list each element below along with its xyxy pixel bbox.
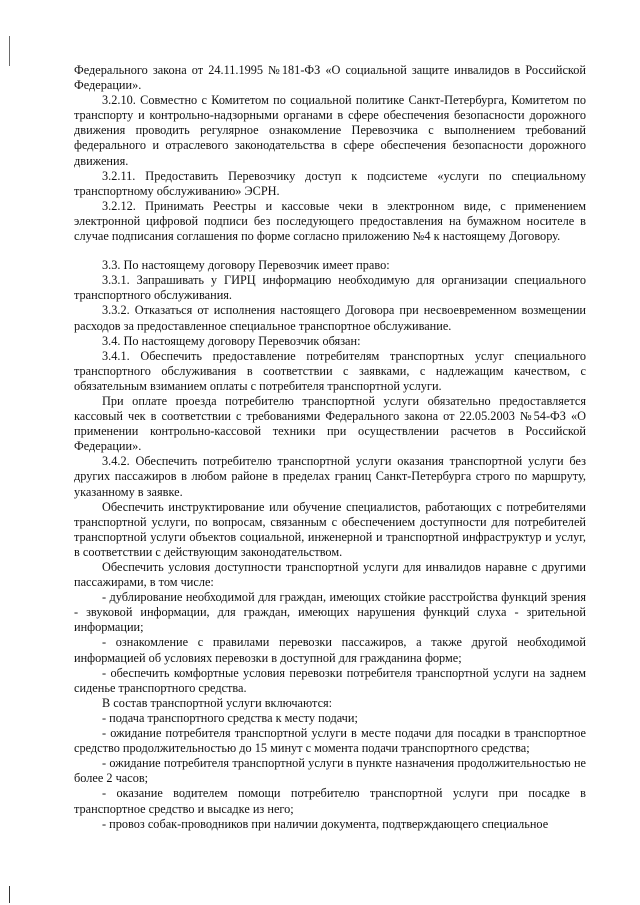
list-item-guide-dogs: - провоз собак-проводников при наличии документа, подтверждающего специальное (102, 816, 549, 831)
paragraph-fz181-ref: Федерального закона от 24.11.1995 №181-ФЗ «О социальной защите инвалидов в Российской Федерации». (74, 63, 586, 93)
list-item-waiting-destination: - ожидание потребителя транспортной услуги в пункте назначения продолжительностью не более 2 часов; (74, 756, 586, 786)
clause-3-3-2: 3.3.2. Отказаться от исполнения настоящего Договора при несвоевременном возмещении расходов за предоставленное специальное транспортное обслуживание. (74, 303, 586, 333)
scan-edge-mark-top (9, 36, 10, 66)
list-item-waiting-pickup: - ожидание потребителя транспортной услуги в месте подачи для посадки в транспортное средство продолжительностью до 15 минут с момента подачи транспортного средства; (74, 726, 586, 756)
paragraph-gap (74, 244, 586, 258)
list-item-driver-assistance: - оказание водителем помощи потребителю транспортной услуги при посадке в транспортное средство и высадке из него; (74, 786, 586, 816)
paragraph-service-composition: В состав транспортной услуги включаются: (102, 695, 333, 710)
clause-3-4: 3.4. По настоящему договору Перевозчик обязан: (102, 333, 361, 348)
paragraph-staff-training: Обеспечить инструктирование или обучение специалистов, работающих с потребителями транспортной услуги, по вопросам, связанным с обеспечением доступности для потребителей транспортной услуги объектов социальной, инженерной и транспортной инфраструктур и услуг, в соответствии с действующим законодательством. (74, 499, 586, 559)
list-item-rear-seat: - обеспечить комфортные условия перевозки потребителя транспортной услуги на заднем сиденье транспортного средства. (74, 665, 586, 695)
clause-3-4-1: 3.4.1. Обеспечить предоставление потребителям транспортных услуг специального транспортного обслуживания в соответствии с заявками, с надлежащим качеством, с обязательным взиманием оплаты с потребителя транспортной услуги. (74, 348, 586, 393)
clause-3-2-12: 3.2.12. Принимать Реестры и кассовые чеки в электронном виде, с применением электронной цифровой подписи без последующего предоставления на бумажном носителе в случае подписания соглашения по форме согласно приложению №4 к настоящему Договору. (74, 198, 586, 244)
scan-edge-mark-bottom (9, 886, 10, 903)
clause-3-2-10: 3.2.10. Совместно с Комитетом по социальной политике Санкт-Петербурга, Комитетом по транспорту и контрольно-надзорными органами в сфере обеспечения безопасности дорожного движения проводить регулярное ознакомление Перевозчика с выполнением требований федерального и отраслевого законодательства в сфере обеспечения безопасности дорожного движения. (74, 93, 586, 168)
list-item-duplication: - дублирование необходимой для граждан, имеющих стойкие расстройства функций зрения - звуковой информации, для граждан, имеющих нарушения функций слуха - зрительной информации; (74, 590, 586, 635)
paragraph-cash-receipt: При оплате проезда потребителю транспортной услуги обязательно предоставляется кассовый чек в соответствии с требованиями Федерального закона от 22.05.2003 №54-ФЗ «О применении контрольно-кассовой техники при осуществлении расчетов в Российской Федерации». (74, 393, 586, 454)
list-item-vehicle-arrival: - подача транспортного средства к месту подачи; (102, 710, 358, 725)
clause-3-2-11: 3.2.11. Предоставить Перевозчику доступ к подсистеме «услуги по специальному транспортному обслуживанию» ЭСРН. (74, 168, 586, 198)
clause-3-3-1: 3.3.1. Запрашивать у ГИРЦ информацию необходимую для организации специального транспортного обслуживания. (74, 273, 586, 303)
list-item-rules-info: - ознакомление с правилами перевозки пассажиров, а также другой необходимой информацией об условиях перевозки в доступной для гражданина форме; (74, 635, 586, 665)
paragraph-accessibility: Обеспечить условия доступности транспортной услуги для инвалидов наравне с другими пассажирами, в том числе: (74, 560, 586, 590)
clause-3-4-2: 3.4.2. Обеспечить потребителю транспортной услуги оказания транспортной услуги без других пассажиров в любом районе в пределах границ Санкт-Петербурга строго по маршруту, указанному в заявке. (74, 454, 586, 499)
clause-3-3: 3.3. По настоящему договору Перевозчик имеет право: (102, 258, 390, 273)
document-page (74, 63, 586, 832)
